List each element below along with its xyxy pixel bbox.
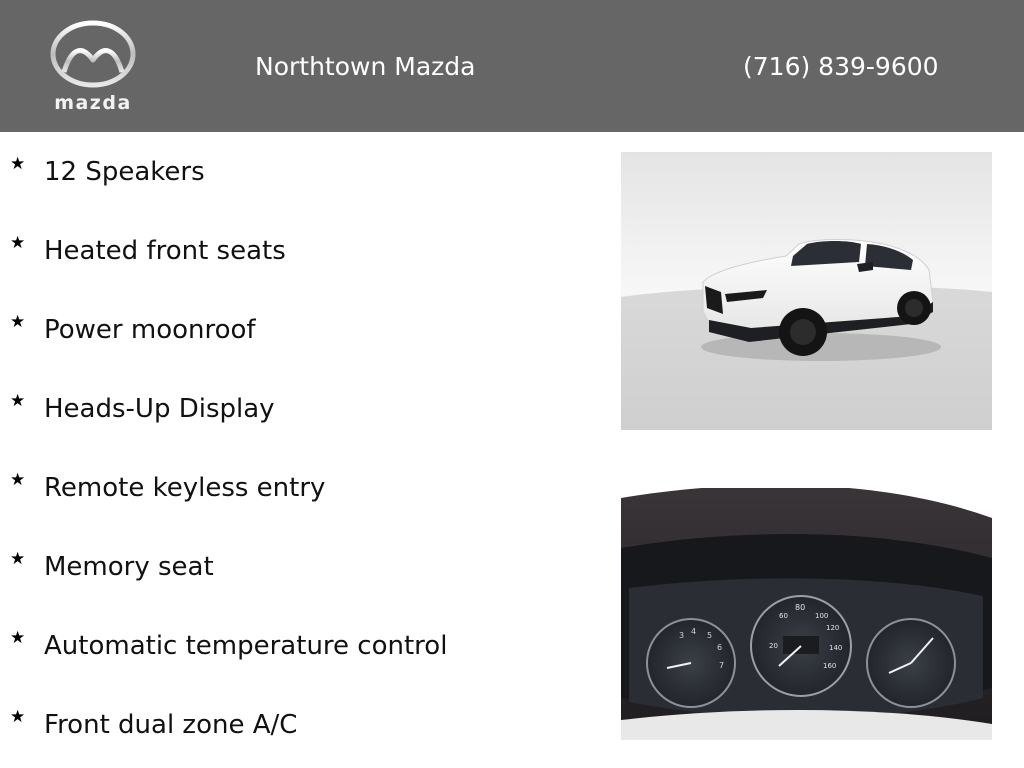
feature-item	[0, 231, 600, 271]
svg-text:6: 6	[717, 643, 723, 652]
svg-text:60: 60	[779, 612, 788, 620]
star-icon: ★	[10, 470, 26, 490]
feature-label: Heated front seats	[44, 236, 286, 266]
feature-label: Memory seat	[44, 552, 214, 582]
dashboard-image	[621, 488, 992, 740]
vehicle-exterior-photo[interactable]	[621, 152, 992, 430]
svg-text:3: 3	[679, 631, 685, 640]
star-icon: ★	[10, 154, 26, 174]
feature-label: Automatic temperature control	[44, 631, 448, 661]
feature-item	[0, 310, 600, 350]
svg-text:100: 100	[815, 612, 829, 620]
svg-text:5: 5	[707, 631, 713, 640]
mazda-wordmark: mazda	[54, 92, 132, 114]
svg-text:140: 140	[829, 644, 843, 652]
svg-text:160: 160	[823, 662, 837, 670]
header-bar	[0, 0, 1024, 132]
feature-item	[0, 705, 600, 745]
dealer-phone[interactable]: (716) 839-9600	[743, 52, 939, 81]
star-icon: ★	[10, 391, 26, 411]
feature-item	[0, 547, 600, 587]
mazda-emblem-icon	[40, 18, 146, 90]
instrument-cluster-photo[interactable]	[621, 488, 992, 740]
feature-item	[0, 152, 600, 192]
star-icon: ★	[10, 233, 26, 253]
svg-text:20: 20	[769, 642, 778, 650]
svg-text:120: 120	[826, 624, 840, 632]
mazda-logo[interactable]	[40, 18, 146, 116]
feature-label: Heads-Up Display	[44, 394, 275, 424]
star-icon: ★	[10, 549, 26, 569]
feature-item	[0, 626, 600, 666]
feature-label: Remote keyless entry	[44, 473, 326, 503]
star-icon: ★	[10, 312, 26, 332]
svg-text:7: 7	[719, 661, 725, 670]
svg-text:80: 80	[795, 603, 806, 612]
car-image	[621, 152, 992, 430]
feature-label: 12 Speakers	[44, 157, 205, 187]
feature-label: Front dual zone A/C	[44, 710, 298, 740]
star-icon: ★	[10, 628, 26, 648]
dealer-name[interactable]: Northtown Mazda	[255, 52, 476, 81]
feature-label: Power moonroof	[44, 315, 256, 345]
feature-item	[0, 468, 600, 508]
feature-item	[0, 389, 600, 429]
star-icon: ★	[10, 707, 26, 727]
svg-text:4: 4	[691, 627, 697, 636]
